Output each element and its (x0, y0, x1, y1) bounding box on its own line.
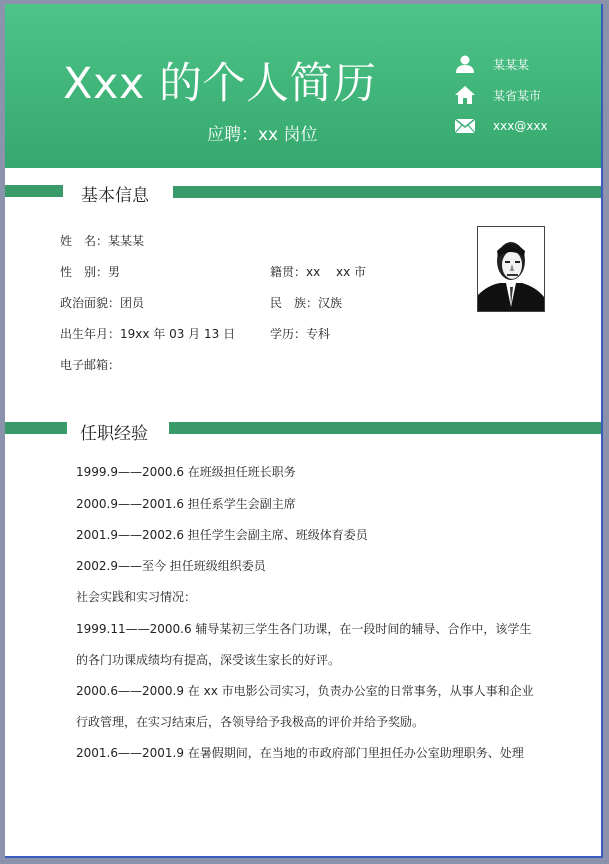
experience-line: 2002.9——至今 担任班级组织委员 (76, 559, 266, 573)
contact-name: 某某某 (493, 57, 530, 72)
profile-photo (477, 226, 545, 312)
section-title-basic: 基本信息 (81, 186, 149, 206)
mail-icon (453, 115, 477, 137)
contact-address-row (453, 83, 593, 107)
resume-title: Xxx 的个人简历 (63, 59, 377, 109)
experience-line: 2000.9——2001.6 担任系学生会副主席 (76, 497, 296, 511)
experience-line: 2000.6——2000.9 在 xx 市电影公司实习，负责办公室的日常事务，从事人事和企业 (76, 684, 534, 698)
resume-page (5, 4, 603, 858)
section-divider-left (5, 185, 63, 197)
info-hometown: 籍贯：xx xx 市 (270, 265, 367, 279)
section-divider-left (5, 422, 67, 434)
info-politics: 政治面貌：团员 (60, 296, 145, 310)
experience-line: 社会实践和实习情况： (76, 590, 197, 604)
experience-line: 1999.11——2000.6 辅导某初三学生各门功课，在一段时间的辅导、合作中，该学生 (76, 622, 532, 636)
info-gender: 性 别：男 (60, 265, 121, 279)
contact-email-row (453, 114, 593, 138)
section-divider-right (173, 186, 601, 198)
home-icon (453, 84, 477, 106)
info-ethnicity: 民 族：汉族 (270, 296, 343, 310)
contact-email: xxx@xxx (493, 119, 548, 133)
info-email: 电子邮箱： (60, 358, 121, 372)
section-title-experience: 任职经验 (80, 424, 148, 444)
user-icon (453, 53, 477, 75)
resume-header (5, 4, 601, 168)
applied-position: 应聘：xx 岗位 (207, 125, 318, 145)
contact-address: 某省某市 (493, 88, 542, 103)
experience-line: 2001.9——2002.6 担任学生会副主席、班级体育委员 (76, 528, 368, 542)
section-divider-right (169, 422, 601, 434)
info-name: 姓 名：某某某 (60, 234, 145, 248)
info-education: 学历：专科 (270, 327, 331, 341)
experience-line: 行政管理，在实习结束后，各领导给予我极高的评价并给予奖励。 (76, 715, 425, 729)
experience-line: 1999.9——2000.6 在班级担任班长职务 (76, 465, 296, 479)
experience-line: 的各门功课成绩均有提高，深受该生家长的好评。 (76, 653, 341, 667)
experience-line: 2001.6——2001.9 在暑假期间，在当地的市政府部门里担任办公室助理职务、处理 (76, 746, 524, 760)
info-birth: 出生年月：19xx 年 03 月 13 日 (60, 327, 236, 341)
contact-name-row (453, 52, 593, 76)
